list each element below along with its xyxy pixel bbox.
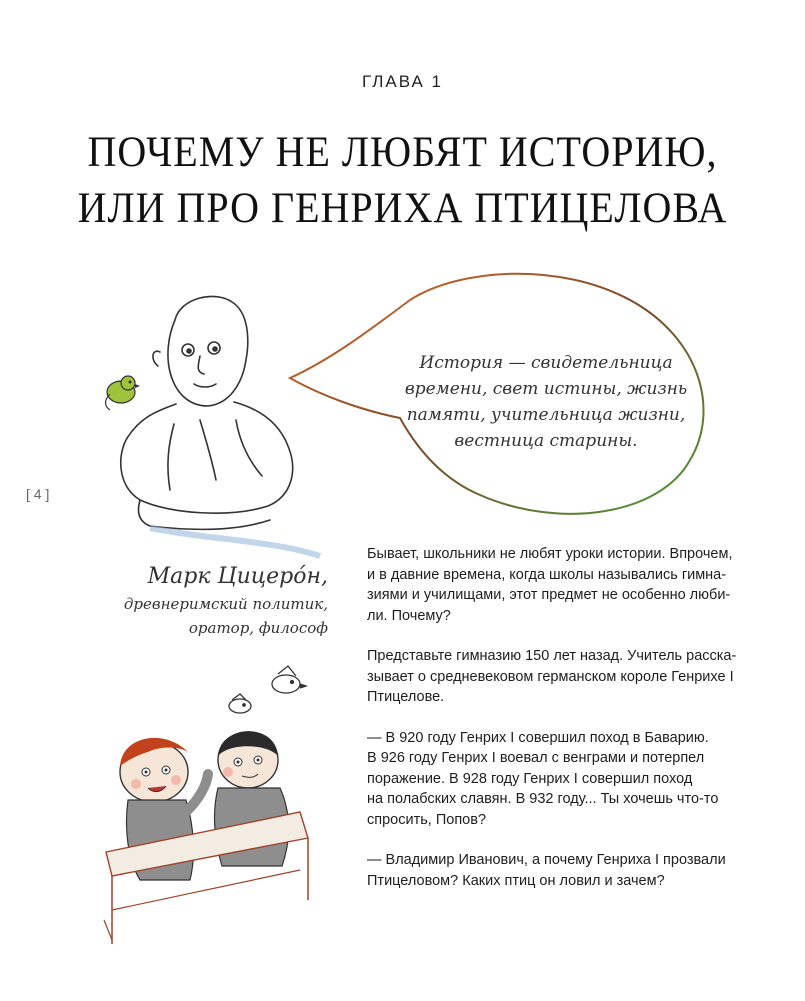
paragraph: Представьте гимназию 150 лет назад. Учитель расска- зывает о средневековом германском короле Генрихе I Птицелове. <box>367 648 737 705</box>
quote-line-3: памяти, учительница жизни, <box>406 405 686 425</box>
body-text <box>367 544 759 911</box>
caption-name: Марк Цицеро́н, <box>147 564 328 589</box>
caption-role-line-2: оратор, философ <box>188 619 328 637</box>
quote-line-4: вестница старины. <box>454 431 638 451</box>
chapter-title-line-1: ПОЧЕМУ НЕ ЛЮБЯТ ИСТОРИЮ, <box>87 127 718 176</box>
page-number: [ 4 ] <box>26 486 50 502</box>
chapter-label: ГЛАВА 1 <box>361 72 444 91</box>
schoolboys-illustration <box>104 731 308 944</box>
chapter-title-line-2: ИЛИ ПРО ГЕНРИХА ПТИЦЕЛОВА <box>77 183 728 232</box>
speech-bubble-quote <box>396 350 696 454</box>
paragraph: — Владимир Иванович, а почему Генриха I прозвали Птицеловом? Каких птиц он ловил и зачем? <box>367 852 726 889</box>
quote-line-1: История — свидетельница <box>419 353 673 373</box>
portrait-caption <box>60 562 328 640</box>
cicero-bust-illustration <box>121 296 293 529</box>
green-bird-illustration <box>106 376 141 410</box>
bust-shadow <box>150 528 320 556</box>
caption-role-line-1: древнеримский политик, <box>123 595 328 613</box>
flying-birds-illustration <box>229 666 306 713</box>
quote-line-2: времени, свет истины, жизнь <box>404 379 688 399</box>
paragraph: Бывает, школьники не любят уроки истории. Впрочем, и в давние времена, когда школы назывались гимна- зиями и училищами, этот предмет не особенно люби- ли. Почему? <box>367 546 733 624</box>
paragraph: — В 920 году Генрих I совершил поход в Баварию. В 926 году Генрих I воевал с венграми и потерпел поражение. В 928 году Генрих I совершил поход на полабских славян. В 932 году... Ты хочешь что-то спросить, Попов? <box>367 729 719 828</box>
